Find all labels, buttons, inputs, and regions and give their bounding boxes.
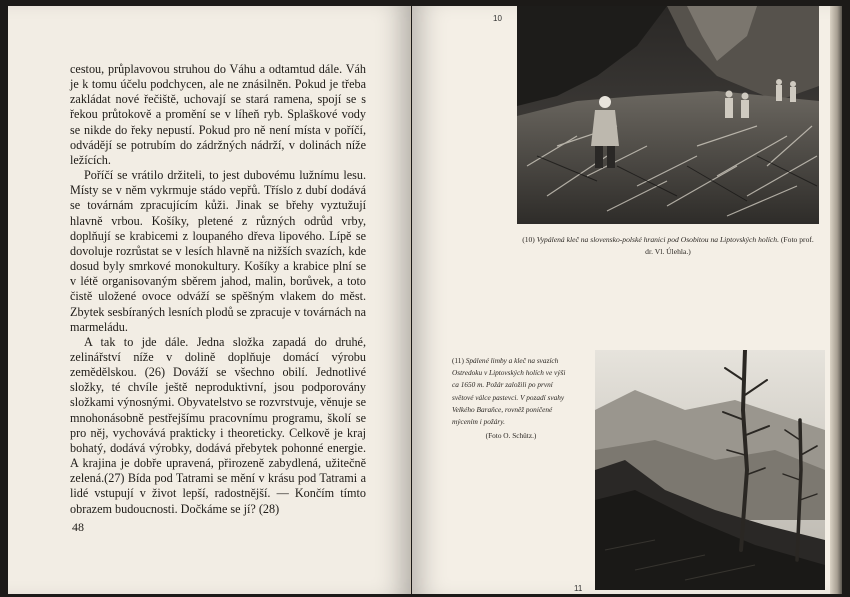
caption-plate-10-credit: (Foto prof. dr. Vl. Úlehla.) <box>645 235 814 256</box>
plate-number-bottom: 11 <box>574 584 583 593</box>
page-edge <box>830 6 842 594</box>
left-page-body-text <box>70 62 366 517</box>
caption-plate-10-text: Vypálená kleč na slovensko-polské hranici pod Osobitou na Liptovských holích. <box>536 235 779 244</box>
caption-plate-11-number: (11) <box>452 356 466 365</box>
caption-plate-10 <box>522 234 814 258</box>
caption-plate-10-number: (10) <box>522 235 537 244</box>
caption-plate-11 <box>452 355 570 442</box>
photo-burnt-dwarf-pine <box>517 6 819 224</box>
caption-plate-11-text: Spálené limby a kleč na svazích Ostredoku v Liptovských holích ve výši ca 1650 m. Požár založili po první světové válce pastevci. V pozadí svahy Velkého Baraňce, rovněž poničené mýcením i požáry. <box>452 356 566 427</box>
paragraph-1: cestou, průplavovou struhou do Váhu a odtamtud dále. Váh je k tomu účelu podchycen, ale ne znásilněn. Pokud je třeba zakládat nové řečiště, uchovají se stará ramena, spojí se s řekou průtokově a promění se v líheň ryb. Splaškové vody se nikde do řeky nepustí. Pokud pro ně není místa v poříčí, odvádějí se potrubím do zádržných nádrží, v dolinách níže ležících. <box>70 62 366 167</box>
paragraph-2: Poříčí se vrátilo držiteli, to jest dubovému lužnímu lesu. Místy se v něm vykrmuje stádo vepřů. Tříslo z dubí dodává se továrnám zpracujícím kůži. Jinak se břehy vyztužují hlavně vrbou. Košíky, pletené z různých odrůd vrby, doplňují se krabicemi z loupaného dřeva lipového. Lípě se dovoluje rozrůstat se v lesích hlavně na nižších svazích, kde dosud byly smrkové monokultury. Košíky a krabice plní se v létě organisovaným sběrem jahod, malin, borůvek, a toto čistě uložené ovoce odváží se spěšným vlakem do měst. Zbytek sesbíraných lesních plodů se zpracuje v továrnách na marmeládu. <box>70 168 366 334</box>
plate-number-top: 10 <box>493 14 502 23</box>
left-page-number: 48 <box>72 520 84 534</box>
caption-plate-11-credit: (Foto O. Schütz.) <box>485 431 537 441</box>
paragraph-3: A tak to jde dále. Jedna složka zapadá do druhé, zelinářství níže v dolině doplňuje domácí výrobu zemědělskou. (26) Dováží se všechno obilí. Jednotlivé složky, té chvíle ještě neproduktivní, jsou podporovány složkami výnosnými. Obyvatelstvo se rozvrstvuje, věnuje se mnohonásobně pestřejšímu pracovnímu programu, školí se pro něj, vychovává prakticky i theoreticky. Celkově je kraj bohatý, dodává výrobky, dodává přebytek pohonné energie. A krajina je dobře upravená, přirozeně zabydlená, užitečně zelená.(27) Bída pod Tatrami se mění v krásu pod Tatrami a lidé vstupují v život lepší, radostnější. — Končím tímto obrazem budoucnosti. Dočkáme se jí? (28) <box>70 334 366 516</box>
photo-burnt-stone-pines <box>595 350 825 590</box>
